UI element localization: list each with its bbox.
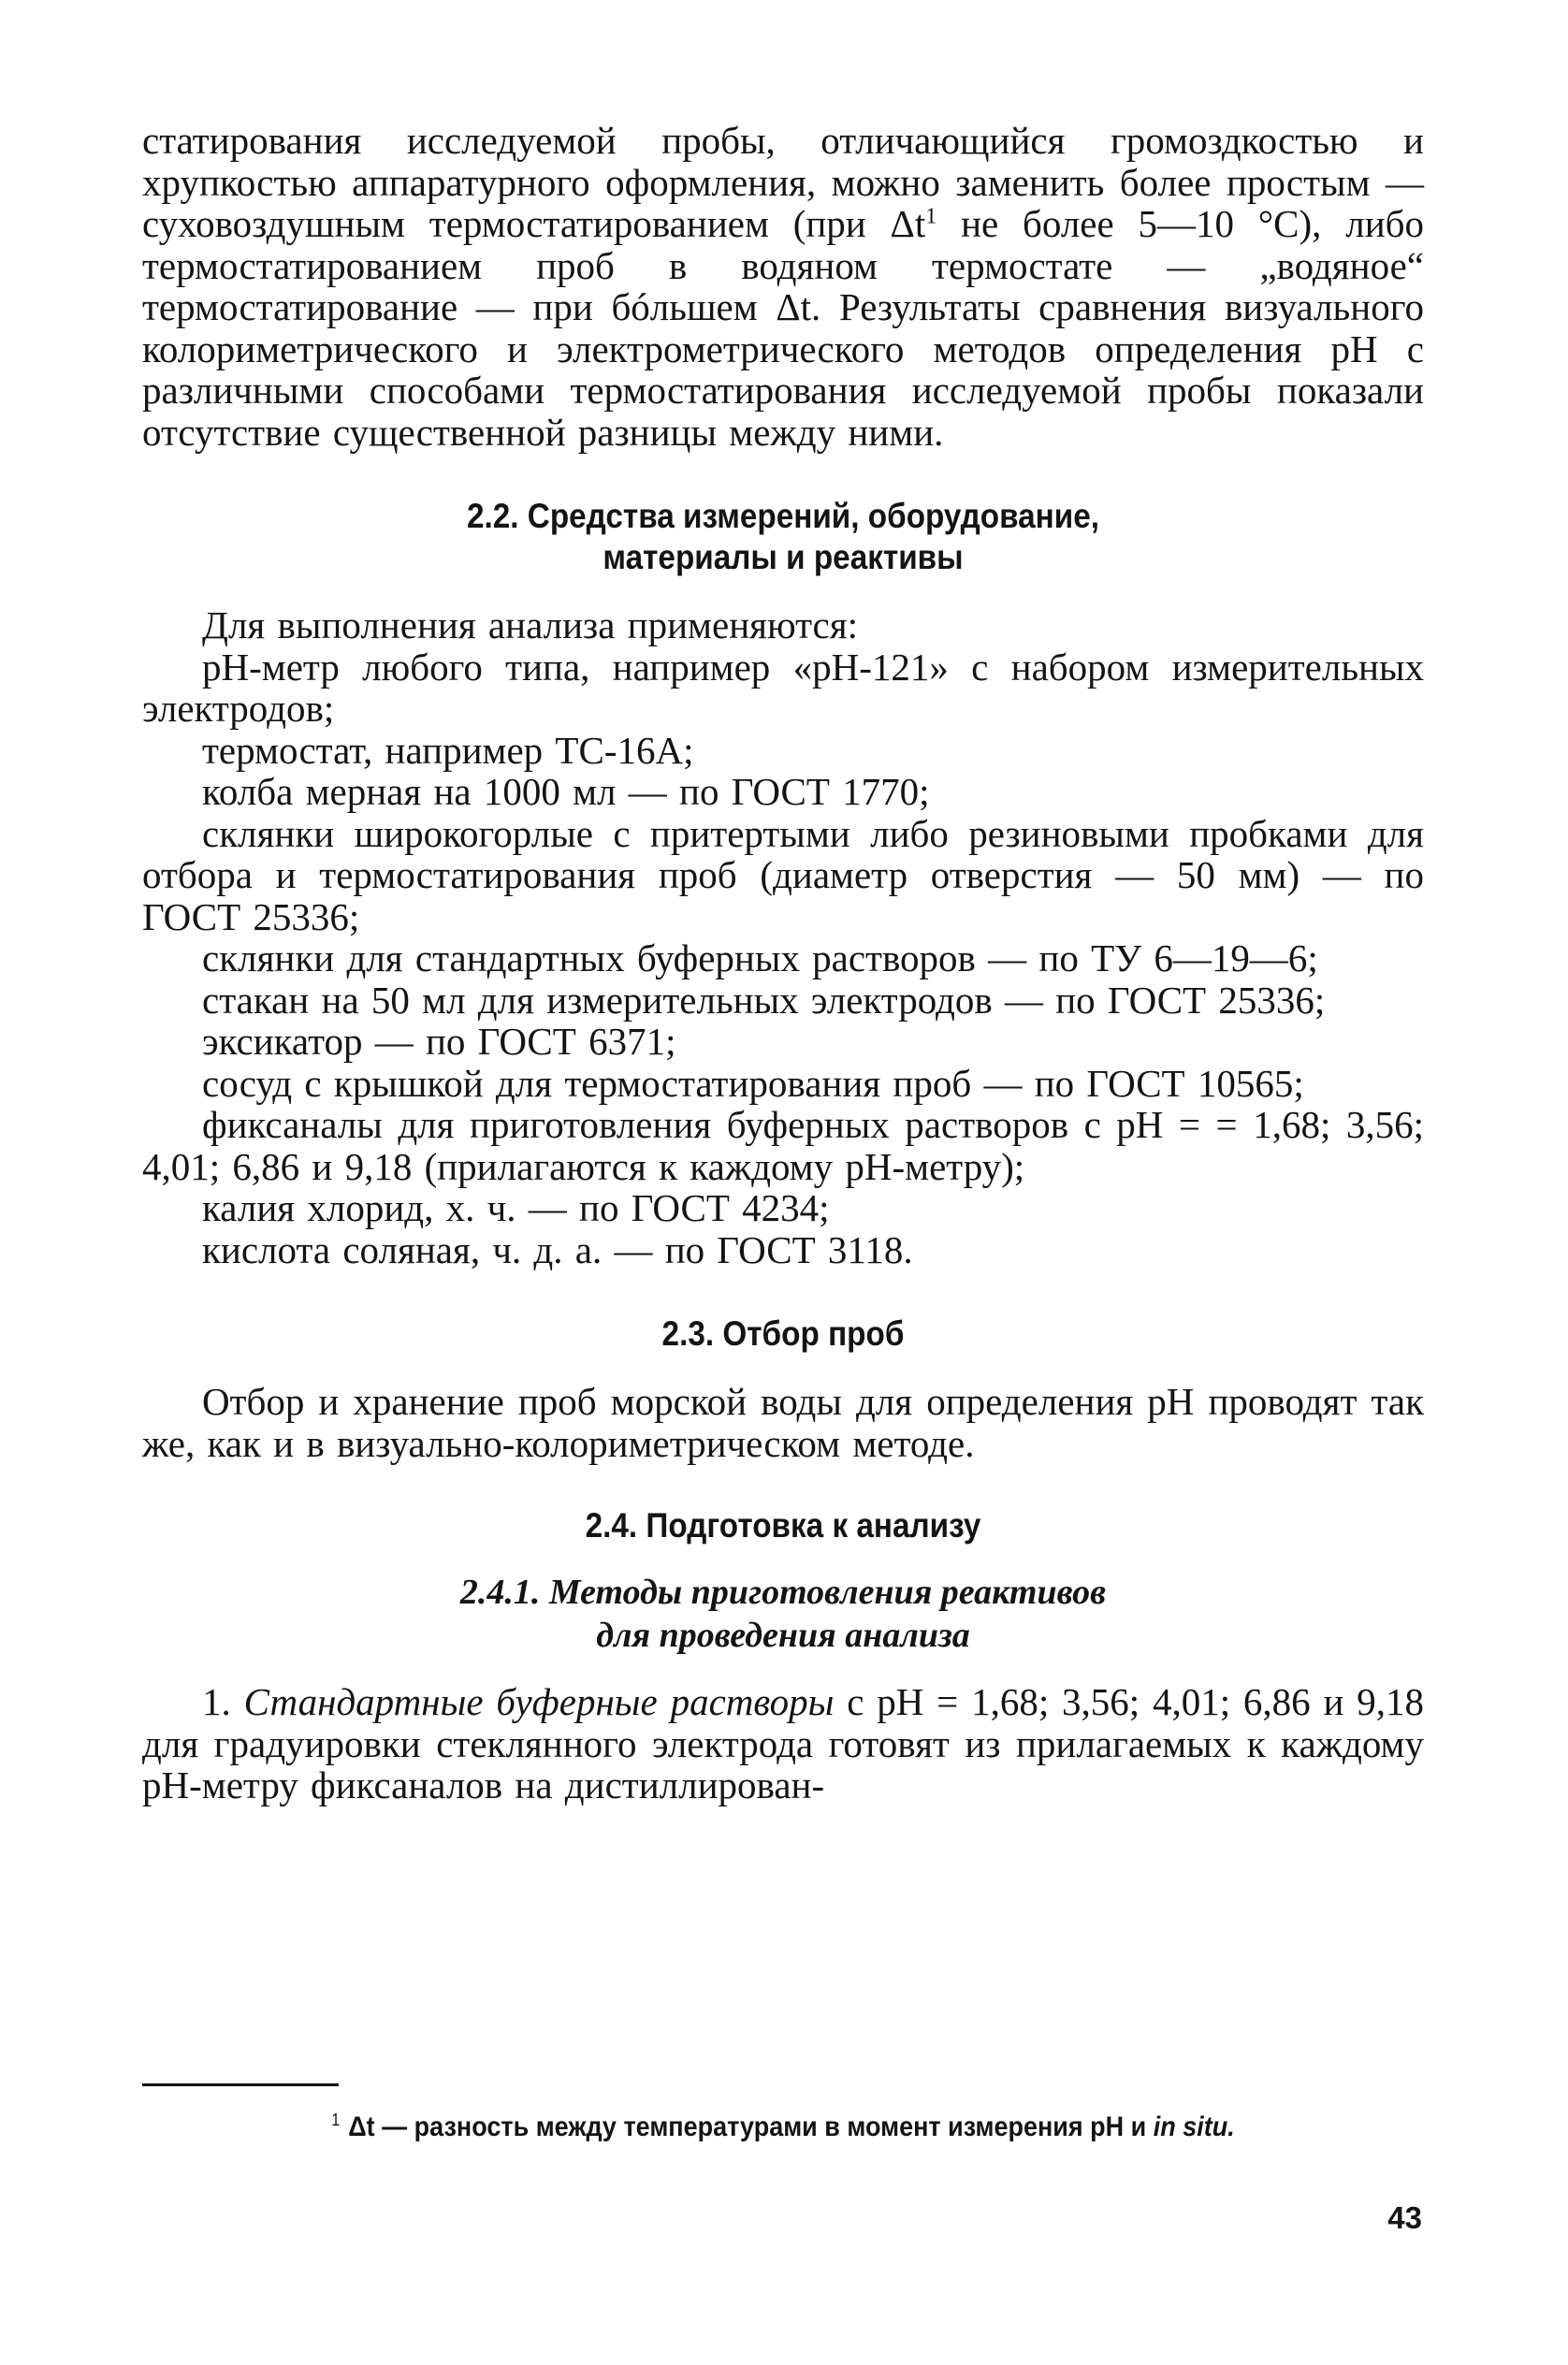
intro-paragraph	[142, 120, 1424, 453]
buffer-solutions-term: Стандартные буферные растворы	[243, 1680, 835, 1723]
footnote-in-situ: in situ.	[1153, 2111, 1235, 2142]
list-item-jars-buffer: склянки для стандартных буферных растворов — по ТУ 6—19—6;	[202, 936, 1318, 979]
list-item-kcl: калия хлорид, х. ч. — по ГОСТ 4234;	[202, 1186, 830, 1229]
section-2-4-heading: 2.4. Подготовка к анализу	[585, 1506, 981, 1545]
list-item-fixanals: фиксаналы для приготовления буферных растворов с рН = = 1,68; 3,56; 4,01; 6,86 и 9,18 (прилагаются к каждому рН-метру);	[142, 1103, 1424, 1188]
footnote-text: Δt — разность между температурами в момент измерения рН и	[348, 2111, 1154, 2142]
section-2-4-1-paragraph	[142, 1681, 1424, 1806]
footnote-ref-mark: 1	[925, 204, 937, 229]
section-2-3-text: Отбор и хранение проб морской воды для определения рН проводят так же, как и в визуально-колориметрическом методе.	[142, 1380, 1424, 1465]
list-item-desiccator: эксикатор — по ГОСТ 6371;	[202, 1020, 676, 1063]
page-number: 43	[1387, 2200, 1422, 2235]
paragraph-rest: с рН = 1,68; 3,56; 4,01; 6,86 и 9,18 для градуировки стеклянного электрода готовят из прилагаемых к каждому рН-метру фиксаналов на дистиллирован-	[142, 1680, 1425, 1806]
footnote-mark: 1	[331, 2111, 341, 2129]
list-item-beaker: стакан на 50 мл для измерительных электродов — по ГОСТ 25336;	[202, 978, 1326, 1022]
section-2-4-1-heading-line2: для проведения анализа	[596, 1616, 970, 1655]
intro-text-part1: статирования исследуемой пробы, отличающийся громоздкостью и хрупкостью аппаратурного оформления, можно заменить более простым — суховоздушным термостатированием (при Δt	[142, 119, 1424, 245]
section-2-2-heading	[207, 496, 1360, 578]
list-item-flask: колба мерная на 1000 мл — по ГОСТ 1770;	[202, 770, 930, 813]
list-lead: Для выполнения анализа применяются:	[202, 603, 858, 646]
section-2-2-heading-line2: материалы и реактивы	[603, 538, 964, 576]
list-item-thermostat: термостат, например ТС-16А;	[202, 728, 694, 772]
text-column	[142, 120, 1424, 1806]
list-item-ph-meter: рН-метр любого типа, например «рН-121» с набором измерительных электродов;	[142, 645, 1424, 730]
section-2-4-1-heading-line1: 2.4.1. Методы приготовления реактивов	[459, 1573, 1107, 1612]
section-2-4-1-heading	[142, 1571, 1424, 1657]
footnote	[207, 2103, 1360, 2144]
section-2-2-heading-line1: 2.2. Средства измерений, оборудование,	[466, 497, 1100, 535]
section-2-3-heading: 2.3. Отбор проб	[661, 1314, 905, 1353]
footnote-divider	[142, 2083, 339, 2086]
list-item-vessel: сосуд с крышкой для термостатирования проб — по ГОСТ 10565;	[202, 1061, 1304, 1105]
intro-text-part2: не более 5—10 °С), либо термостатированием проб в водяном термостате — „водяное“ термостатирование — при бóльшем Δt. Результаты сравнения визуального колориметрического и электрометрического методов определения рН с различными способами термостатирования исследуемой пробы показали отсутствие существенной разницы между ними.	[142, 202, 1424, 454]
equipment-list	[142, 604, 1424, 1270]
list-item-jars-wide: склянки широкогорлые с притертыми либо резиновыми пробками для отбора и термостатирования проб (диаметр отверстия — 50 мм) — по ГОСТ 25336;	[142, 811, 1424, 938]
paragraph-number: 1.	[202, 1680, 244, 1723]
list-item-hcl: кислота соляная, ч. д. а. — по ГОСТ 3118.	[202, 1227, 913, 1271]
